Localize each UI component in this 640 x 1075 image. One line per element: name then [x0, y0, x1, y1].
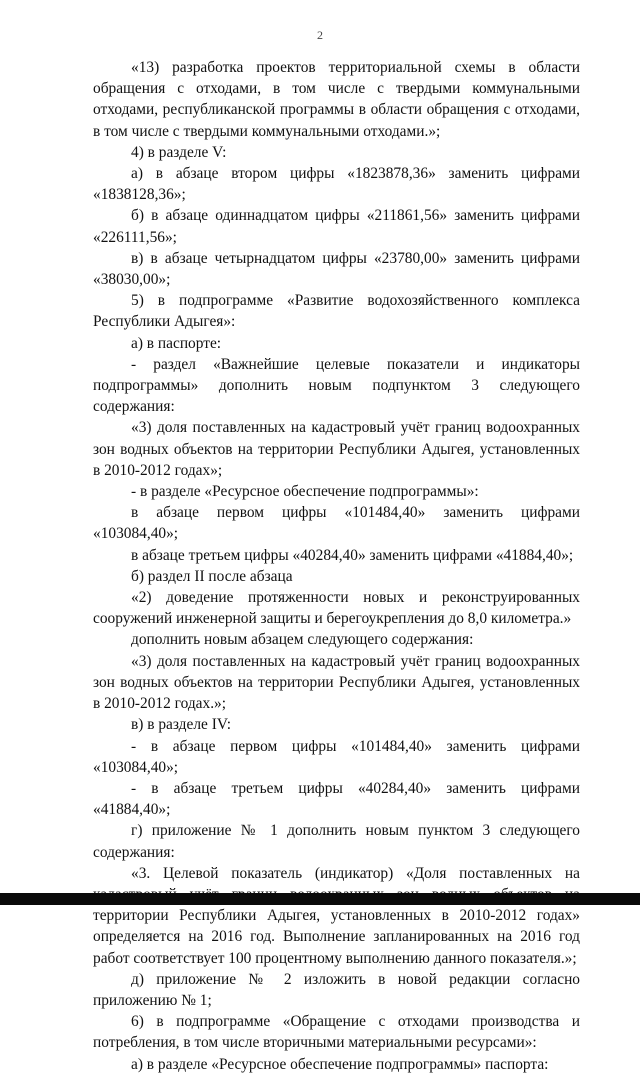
- paragraph: в) в разделе IV:: [131, 716, 232, 734]
- paragraph: дополнить новым абзацем следующего содержания:: [131, 631, 474, 649]
- page-number: 2: [317, 28, 323, 42]
- paragraph: «13) разработка проектов территориальной схемы в области обращения с отходами, в том числе с твердыми коммунальными отходами, республиканской программы в области обращения с отходами, в том числе с твердыми коммунальными отходами.»;: [93, 59, 580, 140]
- paragraph: «3. Целевой показатель (индикатор) «Доля поставленных на территории Республики Адыгея, установленных в 2010-2012 годах» определяется на 2016 год. Выполнение запланированных на 2016 год работ соответствует 100 процентному выполнению данного показателя.»;: [93, 864, 580, 967]
- paragraph: - раздел «Важнейшие целевые показатели и индикаторы подпрограммы» дополнить новым подпунктом 3 следующего содержания:: [93, 355, 580, 416]
- paragraph: 4) в разделе V:: [131, 143, 227, 161]
- paragraph: - в абзаце третьем цифры «40284,40» заменить цифрами «41884,40»;: [93, 779, 580, 819]
- paragraph: «3) доля поставленных на кадастровый учёт границ водоохранных зон водных объектов на территории Республики Адыгея, установленных в 2010-2012 годах.»;: [93, 652, 580, 713]
- paragraph: в абзаце третьем цифры «40284,40» заменить цифрами «41884,40»;: [131, 546, 574, 564]
- paragraph: а) в абзаце втором цифры «1823878,36» заменить цифрами «1838128,36»;: [93, 165, 580, 204]
- paragraph: - в абзаце первом цифры «101484,40» заменить цифрами «103084,40»;: [93, 737, 580, 776]
- paragraph: а) в паспорте:: [131, 334, 222, 352]
- paragraph: д) приложение № 2 изложить в новой редакции согласно приложению № 1;: [93, 970, 580, 1009]
- paragraph: - в разделе «Ресурсное обеспечение подпрограммы»:: [131, 483, 479, 501]
- paragraph: в) в абзаце четырнадцатом цифры «23780,00» заменить цифрами «38030,00»;: [93, 249, 580, 289]
- paragraph: б) в абзаце одиннадцатом цифры «211861,56» заменить цифрами «226111,56»;: [93, 207, 580, 246]
- paragraph: «2) доведение протяженности новых и реконструированных сооружений инженерной защиты и берегоукрепления до 8,0 километра.»: [93, 589, 580, 628]
- document-body: [93, 57, 580, 1075]
- paragraph: а) в разделе «Ресурсное обеспечение подпрограммы» паспорта:: [131, 1055, 549, 1073]
- paragraph: б) раздел II после абзаца: [131, 567, 293, 585]
- bottom-scan-edge: [0, 893, 640, 905]
- paragraph: г) приложение № 1 дополнить новым пунктом 3 следующего содержания:: [93, 822, 580, 861]
- paragraph: в абзаце первом цифры «101484,40» заменить цифрами «103084,40»;: [93, 504, 580, 543]
- paragraph: 5) в подпрограмме «Развитие водохозяйственного комплекса Республики Адыгея»:: [93, 292, 580, 331]
- paragraph: «3) доля поставленных на кадастровый учёт границ водоохранных зон водных объектов на территории Республики Адыгея, установленных в 2010-2012 годах»;: [93, 419, 580, 479]
- paragraph: 6) в подпрограмме «Обращение с отходами производства и потребления, в том числе вторичными материальными ресурсами»:: [93, 1013, 580, 1052]
